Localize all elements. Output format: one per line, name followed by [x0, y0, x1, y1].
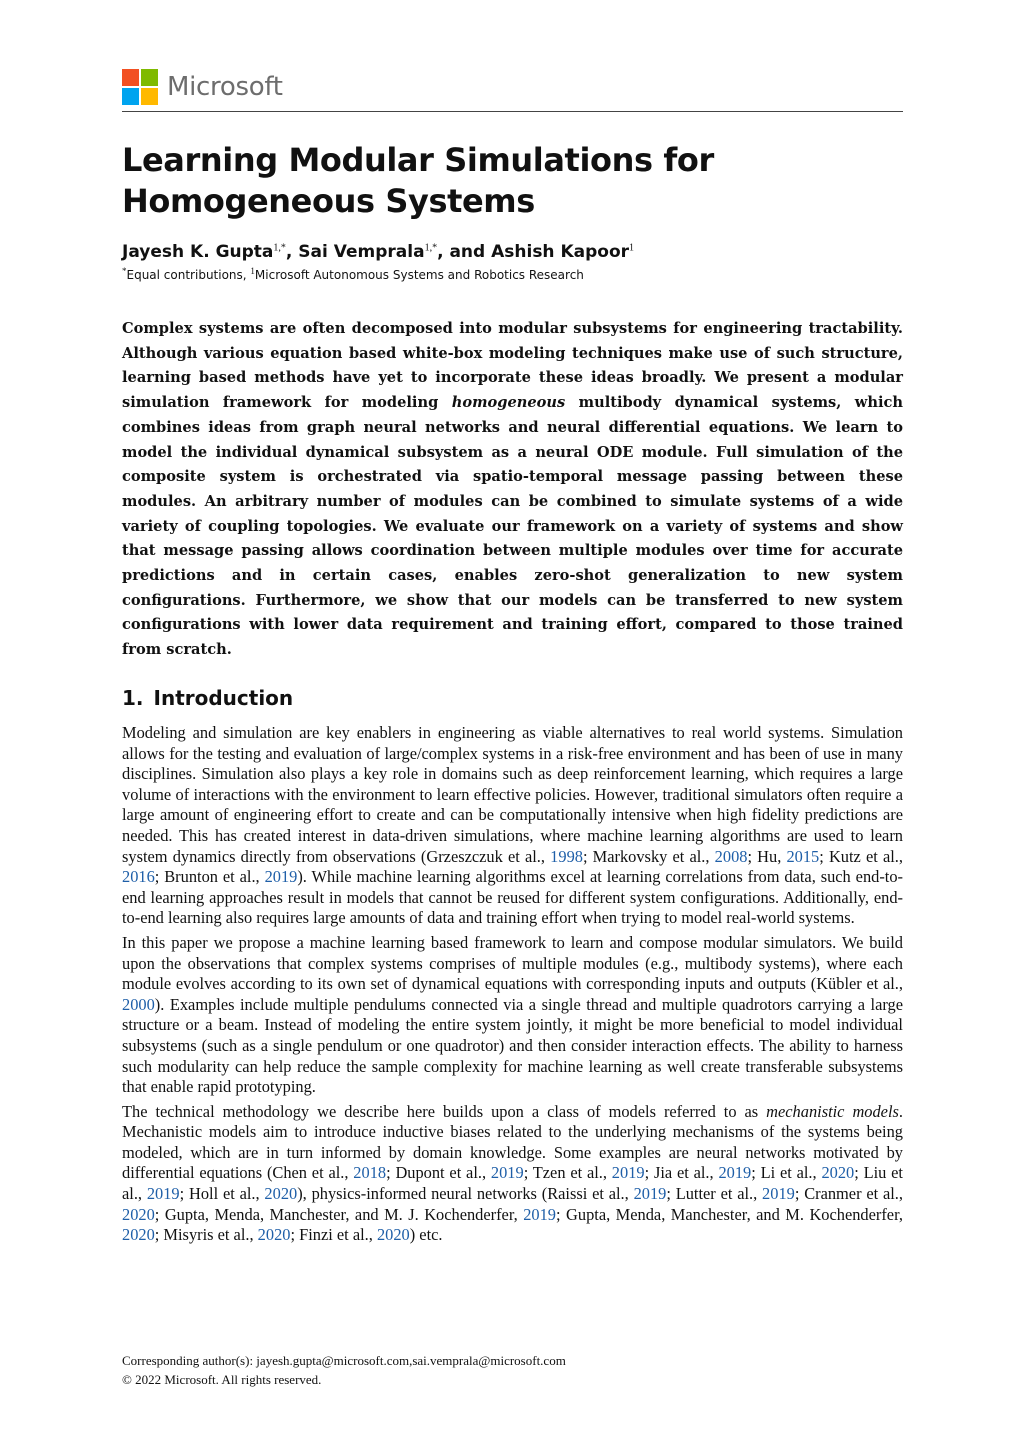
- body-text: ), physics-informed neural networks (Raissi et al.,: [297, 1184, 634, 1204]
- corresponding-author: Corresponding author(s): jayesh.gupta@microsoft.com,sai.vemprala@microsoft.com: [122, 1353, 566, 1368]
- author-name: Jayesh K. Gupta: [122, 242, 274, 262]
- body-text: ; Lutter et al.,: [666, 1184, 763, 1204]
- citation-link[interactable]: 2019: [762, 1184, 795, 1204]
- body-text: ; Jia et al.,: [644, 1163, 719, 1183]
- body-text: ; Holl et al.,: [179, 1184, 265, 1204]
- citation-link[interactable]: 2019: [523, 1204, 556, 1224]
- body-text: In this paper we propose a machine learning based framework to learn and compose modular simulators. We build upon the observations that complex systems comprises of multiple modules (e.g., multibody systems), where each module evolves according to its own set of dynamical equations with corresponding inputs and outputs (Kübler et al.,: [122, 932, 903, 994]
- body-text: ; Tzen et al.,: [523, 1163, 612, 1183]
- body-paragraph-3: [122, 1102, 903, 1246]
- author-separator: ,: [285, 242, 299, 262]
- logo-square-blue: [122, 88, 139, 105]
- citation-link[interactable]: 2016: [122, 867, 155, 887]
- author-mark: 1,*: [273, 242, 286, 254]
- affiliation-mark: 1: [250, 266, 255, 276]
- logo-square-yellow: [141, 88, 158, 105]
- affiliation-mark: *: [122, 266, 127, 276]
- copyright-notice: © 2022 Microsoft. All rights reserved.: [122, 1372, 322, 1387]
- citation-link[interactable]: 2020: [264, 1184, 298, 1204]
- title-line-1: Learning Modular Simulations for: [122, 141, 714, 179]
- citation-link[interactable]: 2020: [376, 1225, 410, 1245]
- body-text: ; Hu,: [747, 846, 787, 866]
- author-mark: 1: [629, 242, 635, 254]
- body-text: ; Cranmer et al.,: [794, 1184, 904, 1204]
- affiliation-line: [122, 266, 584, 282]
- citation-link[interactable]: 2019: [490, 1163, 524, 1183]
- citation-link[interactable]: 2019: [146, 1184, 180, 1204]
- microsoft-logo-icon: [122, 69, 158, 105]
- page-header: [122, 66, 283, 108]
- body-text: ; Li et al.,: [751, 1163, 822, 1183]
- paper-title: [122, 140, 903, 222]
- abstract-text: multibody dynamical systems, which combines ideas from graph neural networks and neural differential equations. We learn to model the individual dynamical subsystem as a neural ODE module. Full simulation of the composite system is orchestrated via spatio-temporal message passing between these modules. An arbitrary number of modules can be combined to simulate systems of a wide variety of coupling topologies. We evaluate our framework on a variety of systems and show that message passing allows coordination between multiple modules over time for accurate predictions and in certain cases, enables zero-shot generalization to new system configurations. Furthermore, we show that our models can be transferred to new system configurations with lower data requirement and training effort, compared to those trained from scratch.: [122, 394, 903, 659]
- body-text: ; Finzi et al.,: [290, 1225, 377, 1245]
- citation-link[interactable]: 2018: [353, 1163, 387, 1183]
- body-text: Modeling and simulation are key enablers in engineering as viable alternatives to real world systems. Simulation allows for the testing and evaluation of large/complex systems in a risk-free environment and has been of use in many disciplines. Simulation also plays a key role in domains such as deep reinforcement learning, which requires a large volume of interactions with the environment to learn effective policies. However, traditional simulators often require a large amount of engineering effort to create and can be computationally intensive when high fidelity predictions are needed. This has created interest in data-driven simulations, where machine learning algorithms are used to learn system dynamics directly from observations (Grzeszczuk et al.,: [122, 723, 903, 866]
- body-text: . Mechanistic models aim to introduce inductive biases related to the underlying mechanisms of the systems being modeled, which are in turn informed by domain knowledge. Some examples are neural networks motivated by differential equations (Chen et al.,: [122, 1101, 903, 1183]
- body-text: The technical methodology we describe here builds upon a class of models referred to as: [122, 1101, 767, 1121]
- logo-square-red: [122, 69, 139, 86]
- citation-link[interactable]: 2020: [122, 1204, 155, 1224]
- body-text: ; Markovsky et al.,: [582, 846, 715, 866]
- citation-link[interactable]: 2019: [264, 867, 298, 887]
- author-separator: , and: [437, 242, 492, 262]
- citation-link[interactable]: 2019: [611, 1163, 645, 1183]
- citation-link[interactable]: 2020: [122, 1225, 155, 1245]
- body-text: ) etc.: [409, 1225, 443, 1245]
- abstract-text: Complex systems are often decomposed into modular subsystems for engineering tractability. Although various equation based white-box modeling techniques make use of such structure, learning based methods have yet to incorporate these ideas broadly. We present a modular simulation framework for modeling: [122, 320, 903, 412]
- section-heading-introduction: [122, 686, 293, 710]
- body-text: ; Gupta, Menda, Manchester, and M. Kochenderfer,: [556, 1204, 903, 1224]
- author-mark: 1,*: [424, 242, 438, 254]
- body-emphasis: mechanistic models: [766, 1101, 899, 1121]
- affiliation-text: Microsoft Autonomous Systems and Robotics Research: [254, 268, 584, 282]
- section-number: 1.: [122, 686, 144, 710]
- body-text: ). Examples include multiple pendulums connected via a single thread and multiple quadrotors carrying a large structure or a beam. Instead of modeling the entire system jointly, it might be more beneficial to model individual subsystems (such as a single pendulum or one quadrotor) and then consider interaction effects. The ability to harness such modularity can help reduce the sample complexity for machine learning as well create transferable subsystems that enable rapid prototyping.: [122, 994, 903, 1097]
- citation-link[interactable]: 2015: [786, 846, 820, 866]
- logo-square-green: [141, 69, 158, 86]
- abstract-paragraph: [122, 317, 903, 663]
- section-title: Introduction: [153, 686, 294, 710]
- citation-link[interactable]: 2020: [821, 1163, 855, 1183]
- abstract-emphasis: homogeneous: [451, 394, 566, 412]
- page-footer: [122, 1351, 566, 1389]
- author-name: Sai Vemprala: [298, 242, 425, 262]
- body-text: ; Kutz et al.,: [819, 846, 904, 866]
- citation-link[interactable]: 2000: [122, 994, 155, 1014]
- brand-name: Microsoft: [167, 72, 283, 102]
- citation-link[interactable]: 2019: [633, 1184, 667, 1204]
- author-list: [122, 242, 634, 262]
- citation-link[interactable]: 2019: [718, 1163, 752, 1183]
- body-text: ; Brunton et al.,: [154, 867, 265, 887]
- body-text: ; Misyris et al.,: [154, 1225, 258, 1245]
- author-name: Ashish Kapoor: [491, 242, 630, 262]
- affiliation-text: Equal contributions,: [126, 268, 251, 282]
- body-paragraph-1: [122, 723, 903, 929]
- body-text: ; Gupta, Menda, Manchester, and M. J. Kochenderfer,: [154, 1204, 524, 1224]
- title-line-2: Homogeneous Systems: [122, 182, 535, 220]
- citation-link[interactable]: 2008: [714, 846, 748, 866]
- body-text: ). While machine learning algorithms excel at learning correlations from data, such end-to-end learning approaches result in models that cannot be reused for different system configurations. Additionally, end-to-end learning also requires large amounts of data and training effort when trying to model real-world systems.: [122, 867, 903, 928]
- body-text: ; Liu et al.,: [122, 1163, 903, 1204]
- body-paragraph-2: [122, 933, 903, 1098]
- citation-link[interactable]: 1998: [550, 846, 583, 866]
- citation-link[interactable]: 2020: [257, 1225, 291, 1245]
- body-text: ; Dupont et al.,: [386, 1163, 491, 1183]
- abstract: [122, 317, 903, 663]
- introduction-body: [122, 723, 903, 1250]
- header-divider: [122, 111, 903, 112]
